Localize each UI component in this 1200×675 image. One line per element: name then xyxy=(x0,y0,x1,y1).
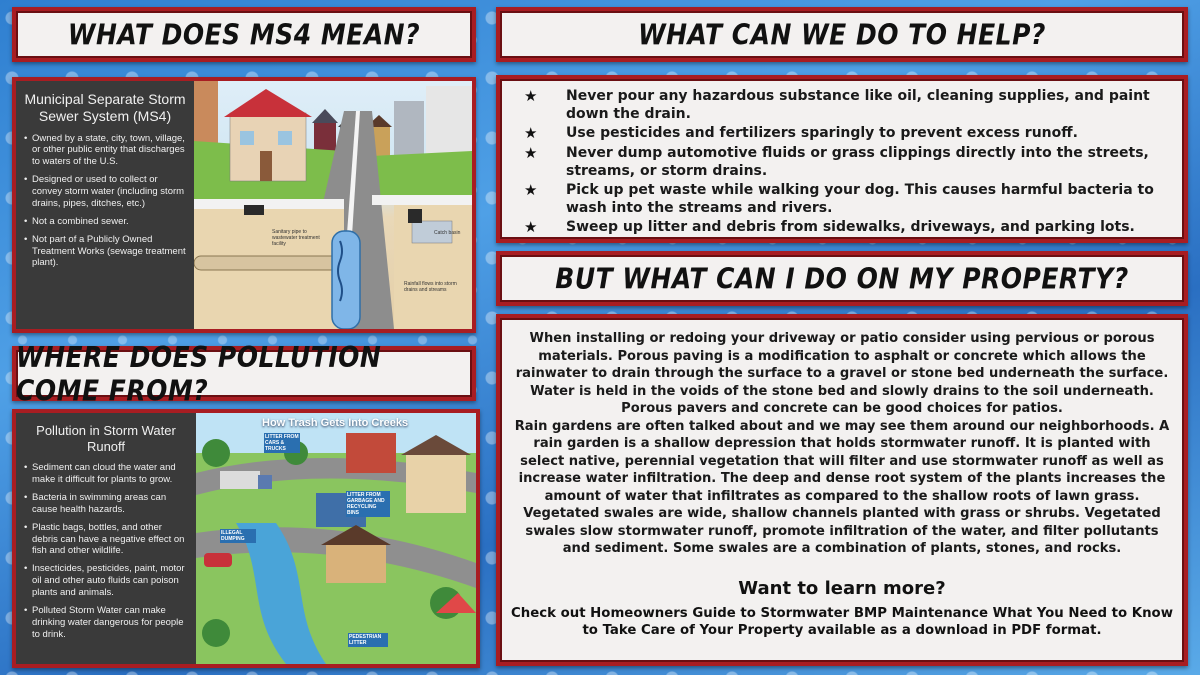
building xyxy=(326,543,386,583)
building xyxy=(194,81,218,151)
label-litter-cars: LITTER FROM CARS & TRUCKS xyxy=(265,434,299,452)
learn-more-title: Want to learn more? xyxy=(738,577,946,599)
property-title: BUT WHAT CAN I DO ON MY PROPERTY? xyxy=(555,261,1129,296)
property-paragraph-1: When installing or redoing your driveway or patio consider using pervious or porous materials. Porous paving is a modification to asphalt or concrete which allows the rainwater to drain through the surface to a gravel or stone bed underneath the surface. Water is held in the voids of the stone bed and slowly drains to the soil underneath. Porous pavers and concrete can be good choices for patios. xyxy=(515,331,1169,417)
pollution-image-panel xyxy=(12,409,480,668)
help-item: ★ Sweep up litter and debris from sidewalks, driveways, and parking lots. xyxy=(524,218,1135,237)
label-pedestrian-litter: PEDESTRIAN LITTER xyxy=(348,633,388,647)
ms4-title-box xyxy=(12,7,476,62)
help-item: ★ Never pour any hazardous substance like oil, cleaning supplies, and paint down the drain. xyxy=(524,87,1150,123)
label-litter-garbage: LITTER FROM GARBAGE AND RECYCLING BINS xyxy=(346,491,390,517)
help-item: ★ Use pesticides and fertilizers sparingly to prevent excess runoff. xyxy=(524,124,1078,143)
trash-illustration-title: How Trash Gets Into Creeks xyxy=(262,417,409,429)
ms4-bullet: • Not part of a Publicly Owned Treatment Works (sewage treatment plant). xyxy=(24,234,186,270)
learn-more-text: Check out Homeowners Guide to Stormwater BMP Maintenance What You Need to Know to Take Care of Your Property available as a download in PDF format. xyxy=(511,605,1173,639)
property-paragraph-2: Rain gardens are often talked about and we may see them around our neighborhoods. A rain garden is a shallow depression that holds stormwater runoff. It is planted with select native, perennial vegetation that will filter and use stormwater runoff as well as increase water infiltration. The deep and dense root system of the plants increases the amount of water that infiltrates as compared to the shallow roots of lawn grass. Vegetated swales are wide, shallow channels planted with grass or shrubs. Vegetated swales slow stormwater runoff, promote infiltration of the water, and filter pollutants and sediment. Some swales are a combination of plants, stones, and rocks. xyxy=(514,418,1170,557)
help-title-box xyxy=(496,7,1188,62)
ms4-illustration xyxy=(194,81,472,329)
building xyxy=(406,453,466,513)
ms4-bullet: • Designed or used to collect or convey storm water (including storm drains, pipes, ditches, etc.) xyxy=(24,174,186,210)
star-icon: ★ xyxy=(524,180,538,199)
pollution-title: WHERE DOES POLLUTION COME FROM? xyxy=(16,340,382,407)
ms4-bullet-list xyxy=(24,133,186,270)
pollution-info-heading: Pollution in Storm Water Runoff xyxy=(36,423,176,454)
help-list xyxy=(500,79,1184,243)
pollution-bullet: • Insecticides, pesticides, paint, motor oil and other auto fluids can poison plants and animals. xyxy=(24,563,188,599)
star-icon: ★ xyxy=(524,143,538,162)
star-icon: ★ xyxy=(524,124,538,143)
ms4-image-panel xyxy=(12,77,476,333)
property-panel xyxy=(496,314,1188,666)
catch-basin-label: Catch basin xyxy=(434,230,461,236)
ms4-info-column xyxy=(16,81,194,329)
ms4-info-heading: Municipal Separate Storm Sewer System (MS4) xyxy=(24,91,186,124)
star-icon: ★ xyxy=(524,218,538,237)
ms4-title: WHAT DOES MS4 MEAN? xyxy=(67,17,421,52)
pollution-bullet: • Bacteria in swimming areas can cause health hazards. xyxy=(24,492,188,516)
pollution-bullet: • Sediment can cloud the water and make it difficult for plants to grow. xyxy=(24,462,188,486)
pollution-bullet: • Plastic bags, bottles, and other debris can have a negative effect on fish and other wildlife. xyxy=(24,522,188,558)
property-title-box xyxy=(496,251,1188,306)
rainfall-label: Rainfall flows into storm drains and streams xyxy=(404,281,457,293)
label-illegal-dumping: ILLEGAL DUMPING xyxy=(220,529,256,543)
ms4-bullet: • Not a combined sewer. xyxy=(24,216,186,228)
star-icon: ★ xyxy=(524,87,538,105)
pollution-title-box xyxy=(12,340,476,407)
trash-illustration xyxy=(196,413,476,664)
sanitary-pipe-label: Sanitary pipe to wastewater treatment facility xyxy=(272,229,320,247)
building xyxy=(394,101,424,161)
pollution-bullet-list xyxy=(24,462,188,640)
help-item: ★ Never dump automotive fluids or grass clippings directly into the streets, streams, or storm drains. xyxy=(524,143,1149,179)
building xyxy=(346,433,396,473)
help-title: WHAT CAN WE DO TO HELP? xyxy=(638,17,1046,52)
pollution-info-column xyxy=(16,413,196,664)
pollution-bullet: • Polluted Storm Water can make drinking water dangerous for people to drink. xyxy=(24,605,188,641)
help-panel xyxy=(496,75,1188,243)
ms4-bullet: • Owned by a state, city, town, village, or other public entity that discharges to waters of the U.S. xyxy=(24,133,186,169)
property-text xyxy=(500,318,1184,558)
help-item: ★ Pick up pet waste while walking your dog. This causes harmful bacteria to wash into the streams and rivers. xyxy=(524,180,1154,217)
